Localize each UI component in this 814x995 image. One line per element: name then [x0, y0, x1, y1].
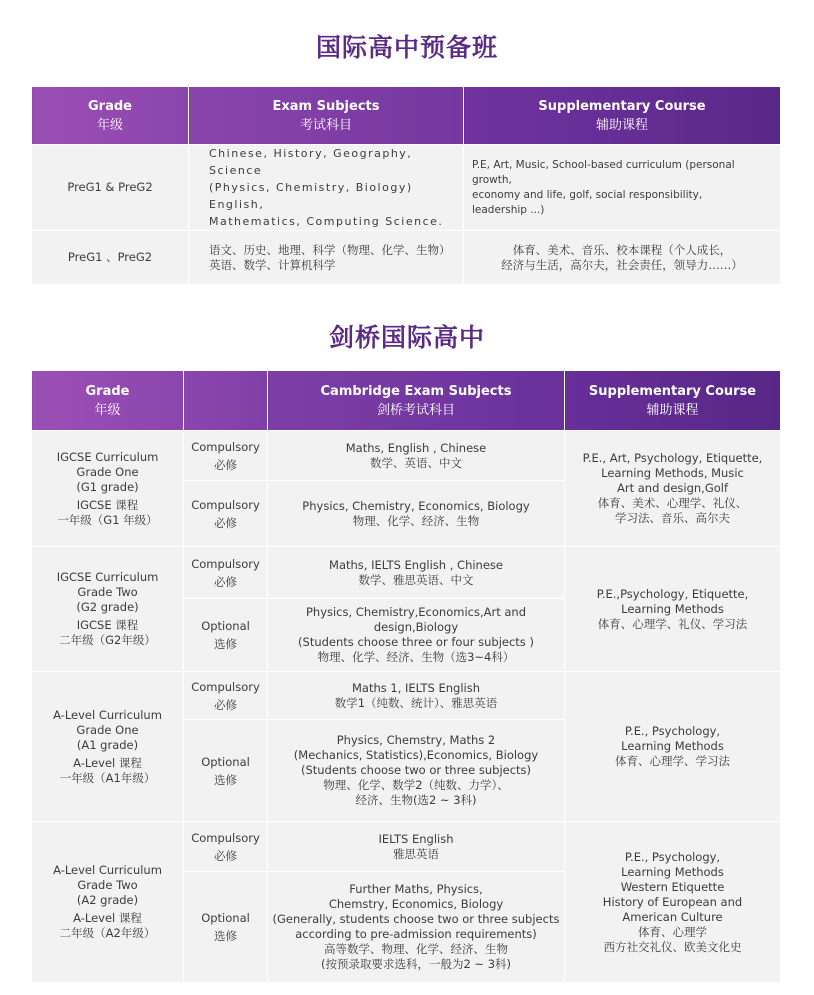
- course-type-line: Optional: [201, 619, 250, 633]
- supp-cell: [565, 822, 781, 983]
- supp-header: [565, 371, 781, 431]
- supp-line: 体育、心理学、学习法: [615, 754, 730, 768]
- subjects-line: Maths, IELTS English , Chinese: [329, 557, 503, 572]
- subjects-line: Maths, English , Chinese: [345, 440, 487, 455]
- table-row: [32, 672, 781, 720]
- subjects-line: Maths 1, IELTS English: [351, 680, 481, 695]
- supp-header-en: Supplementary Course: [588, 383, 757, 399]
- supp-line: Western Etiquette: [620, 879, 725, 894]
- subjects-line: Chinese, History, Geography, Science: [209, 147, 413, 177]
- grade-line: 二年级（A2年级）: [59, 926, 156, 940]
- subjects-line: according to pre-admission requirements): [295, 927, 537, 941]
- course-type-line: 必修: [214, 457, 237, 472]
- subjects-cell: [268, 547, 565, 599]
- subjects-cell: [268, 431, 565, 481]
- grade-line: (A1 grade): [76, 737, 139, 752]
- subjects-line: (Generally, students choose two or three subjects: [272, 912, 560, 926]
- supp-line: P.E., Psychology,: [624, 849, 721, 864]
- supp-line: economy and life, golf, social responsibility,: [472, 188, 703, 201]
- grade-line: A-Level 课程: [73, 755, 142, 770]
- supp-line: P.E., Psychology,: [624, 724, 721, 738]
- course-type-cell: [184, 672, 268, 720]
- table-row: [32, 145, 781, 231]
- grade-line: IGCSE Curriculum: [56, 570, 159, 584]
- course-type-line: Compulsory: [191, 439, 260, 454]
- grade-cell: [32, 822, 184, 983]
- supp-line: 西方社交礼仪、欧美文化史: [603, 939, 742, 954]
- course-type-cell: [184, 720, 268, 822]
- prep-class-table: [31, 86, 781, 285]
- supp-line: Learning Methods: [621, 864, 724, 879]
- grade-line: 一年级（A1年级）: [59, 770, 156, 785]
- subjects-line: 英语、数学、计算机科学: [209, 257, 336, 272]
- supp-line: 体育、美术、心理学、礼仪、: [597, 496, 748, 510]
- course-type-cell: [184, 822, 268, 872]
- grade-line: A-Level 课程: [73, 911, 142, 925]
- course-type-line: Compulsory: [191, 830, 260, 845]
- grade-line: Grade Two: [77, 585, 138, 599]
- subjects-line: Mathematics, Computing Science.: [209, 215, 444, 228]
- supp-line: leadership ...): [472, 203, 545, 216]
- supp-line: 体育、心理学、礼仪、学习法: [597, 616, 748, 631]
- subjects-cell: [268, 720, 565, 822]
- subjects-line: IELTS English: [378, 831, 454, 846]
- supp-line: Art and design,Golf: [616, 481, 729, 495]
- course-type-cell: [184, 599, 268, 672]
- grade-cell: [32, 547, 184, 672]
- subjects-header: [189, 87, 464, 145]
- grade-line: Grade Two: [77, 878, 138, 892]
- type-header: [184, 371, 268, 431]
- supp-cell: [464, 231, 781, 285]
- grade-line: A-Level Curriculum: [53, 863, 162, 877]
- supp-cell: [565, 672, 781, 822]
- subjects-cell: [268, 672, 565, 720]
- supp-line: 经济与生活，高尔夫，社会责任，领导力……）: [501, 257, 743, 272]
- subjects-header-cn: 剑桥考试科目: [376, 402, 455, 418]
- supp-line: 体育、美术、音乐、校本课程（个人成长，: [512, 242, 732, 257]
- course-type-cell: [184, 547, 268, 599]
- course-type-cell: [184, 872, 268, 983]
- course-type-line: 选修: [214, 929, 237, 943]
- grade-line: Grade One: [76, 722, 139, 737]
- subjects-line: 物理、化学、数学2（纯数、力学）、: [323, 778, 509, 792]
- subjects-line: Physics, Chemistry,Economics,Art and design,Biology: [305, 605, 527, 634]
- supp-header-cn: 辅助课程: [646, 402, 699, 418]
- supp-header: [464, 87, 781, 145]
- supp-line: P.E, Art, Music, School-based curriculum (personal growth,: [472, 158, 735, 186]
- grade-cell: [32, 672, 184, 822]
- subjects-line: Further Maths, Physics,: [349, 882, 483, 896]
- supp-cell: [464, 145, 781, 231]
- grade-line: IGCSE 课程: [76, 618, 139, 632]
- course-type-line: 必修: [214, 515, 237, 530]
- subjects-header-en: Cambridge Exam Subjects: [320, 383, 512, 399]
- subjects-line: 数学、英语、中文: [370, 455, 462, 470]
- cambridge-table: [31, 370, 781, 983]
- supp-line: Learning Methods: [621, 601, 724, 616]
- course-type-line: 选修: [214, 772, 237, 787]
- table-row: [32, 547, 781, 599]
- subjects-cell: [268, 822, 565, 872]
- supp-header-cn: 辅助课程: [595, 117, 648, 133]
- grade-header: [32, 371, 184, 431]
- subjects-line: 高等数学、物理、化学、经济、生物: [324, 942, 508, 956]
- grade-line: (G2 grade): [76, 600, 139, 614]
- supp-header-en: Supplementary Course: [538, 98, 706, 114]
- subjects-line: 物理、化学、经济、生物: [352, 513, 480, 528]
- course-type-line: 必修: [214, 848, 237, 863]
- course-type-cell: [184, 431, 268, 481]
- supp-line: History of European and: [602, 894, 743, 909]
- subjects-line: 雅思英语: [393, 846, 439, 861]
- grade-line: (G1 grade): [76, 479, 139, 494]
- supp-line: Learning Methods: [621, 739, 724, 753]
- grade-line: A-Level Curriculum: [53, 707, 162, 722]
- grade-cell: PreG1 & PreG2: [32, 145, 189, 231]
- subjects-cell: [268, 599, 565, 672]
- grade-line: IGCSE 课程: [76, 497, 139, 512]
- supp-cell: [565, 431, 781, 547]
- subjects-line: Physics, Chemistry, Economics, Biology: [302, 498, 530, 513]
- subjects-cell: [189, 145, 464, 231]
- course-type-line: 必修: [214, 574, 237, 589]
- grade-cell: PreG1 、PreG2: [32, 231, 189, 285]
- course-type-line: Compulsory: [191, 556, 260, 571]
- grade-line: 一年级（G1 年级）: [57, 512, 158, 527]
- supp-cell: [565, 547, 781, 672]
- table-row: [32, 231, 781, 285]
- supp-line: Learning Methods, Music: [601, 466, 744, 480]
- course-type-line: 选修: [214, 637, 237, 651]
- table-row: [32, 822, 781, 872]
- subjects-cell: [189, 231, 464, 285]
- supp-line: 学习法、音乐、高尔夫: [615, 511, 730, 525]
- table-header-row: [32, 371, 781, 431]
- course-type-line: Compulsory: [191, 679, 260, 694]
- subjects-line: (按预录取要求选科，一般为2 ~ 3科): [320, 957, 512, 971]
- grade-line: (A2 grade): [76, 893, 139, 907]
- subjects-line: (Physics, Chemistry, Biology) English,: [209, 181, 413, 211]
- subjects-header-en: Exam Subjects: [272, 98, 380, 114]
- grade-header: [32, 87, 189, 145]
- course-type-line: Optional: [201, 911, 250, 925]
- grade-cell: [32, 431, 184, 547]
- table-row: [32, 431, 781, 481]
- subjects-line: 经济、生物(选2 ~ 3科): [355, 793, 477, 807]
- supp-line: P.E., Art, Psychology, Etiquette,: [582, 451, 763, 465]
- course-type-cell: [184, 481, 268, 547]
- grade-header-cn: 年级: [94, 402, 121, 418]
- subjects-line: (Students choose three or four subjects ): [298, 635, 534, 649]
- subjects-line: 数学、雅思英语、中文: [358, 572, 474, 587]
- subjects-cell: [268, 872, 565, 983]
- supp-line: 体育、心理学: [638, 924, 707, 939]
- grade-line: Grade One: [76, 464, 139, 479]
- grade-header-en: Grade: [85, 383, 130, 399]
- subjects-header: [268, 371, 565, 431]
- subjects-line: (Mechanics, Statistics),Economics, Biology: [293, 748, 539, 762]
- subjects-line: (Students choose two or three subjects): [300, 763, 532, 777]
- section2-title: 剑桥国际高中: [328, 323, 485, 352]
- section1-title: 国际高中预备班: [315, 33, 498, 62]
- supp-line: American Culture: [622, 909, 723, 924]
- subjects-cell: [268, 481, 565, 547]
- subjects-line: 语文、历史、地理、科学（物理、化学、生物）: [209, 242, 451, 257]
- supp-line: P.E.,Psychology, Etiquette,: [596, 586, 749, 601]
- subjects-line: 数学1（纯数、统计）、雅思英语: [334, 695, 498, 710]
- course-type-line: Compulsory: [191, 497, 260, 512]
- grade-line: IGCSE Curriculum: [56, 449, 159, 464]
- subjects-header-cn: 考试科目: [299, 117, 352, 133]
- subjects-line: 物理、化学、经济、生物（选3~4科）: [317, 650, 515, 664]
- course-type-line: 必修: [214, 697, 237, 712]
- course-type-line: Optional: [201, 754, 250, 769]
- table-header-row: [32, 87, 781, 145]
- subjects-line: Physics, Chemstry, Maths 2: [336, 733, 496, 747]
- grade-line: 二年级（G2年级）: [59, 633, 156, 647]
- grade-header-en: Grade: [88, 98, 132, 114]
- grade-header-cn: 年级: [96, 117, 123, 133]
- subjects-line: Chemstry, Economics, Biology: [328, 897, 504, 911]
